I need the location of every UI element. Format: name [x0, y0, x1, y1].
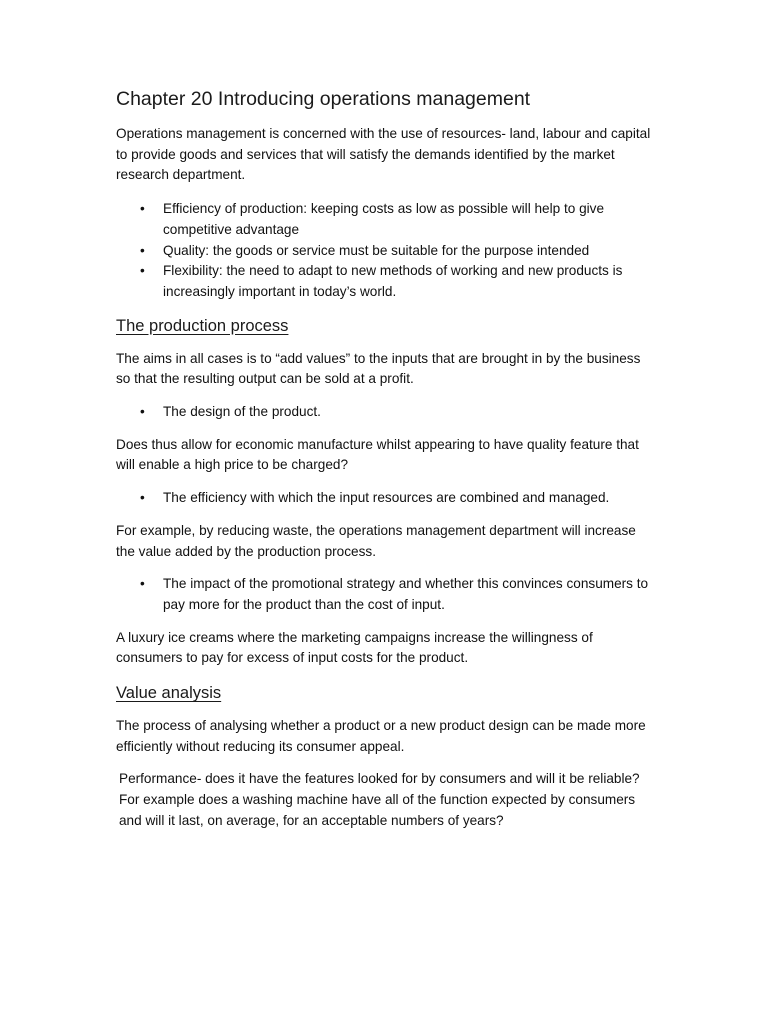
bullet-text: Quality: the goods or service must be suitable for the purpose intended — [163, 242, 590, 258]
promotion-paragraph: A luxury ice creams where the marketing campaigns increase the willingness of consumers to pay for excess of input costs for the product. — [116, 629, 593, 666]
design-paragraph: Does thus allow for economic manufacture whilst appearing to have quality feature that will enable a high price to be charged? — [116, 436, 639, 473]
list-item — [116, 241, 656, 262]
bullet-text: Flexibility: the need to adapt to new methods of working and new products is increasingly important in today’s world. — [163, 263, 623, 299]
section-heading-production: The production process — [116, 316, 289, 335]
bullet-text: The impact of the promotional strategy and whether this convinces consumers to pay more for the product than the cost of input. — [163, 576, 649, 612]
bullet-icon: • — [140, 490, 145, 506]
section-heading-value-analysis: Value analysis — [116, 684, 222, 703]
intro-bullet-list — [116, 199, 656, 303]
bullet-text: The efficiency with which the input resources are combined and managed. — [163, 490, 610, 506]
bullet-icon: • — [140, 242, 145, 258]
bullet-icon: • — [140, 404, 145, 420]
bullet-icon: • — [140, 576, 145, 592]
list-item — [116, 261, 656, 302]
efficiency-bullet-list — [116, 488, 656, 509]
promotion-bullet-list — [116, 574, 656, 615]
list-item — [116, 488, 656, 509]
value-analysis-definition: The process of analysing whether a product or a new product design can be made more efficiently without reducing its consumer appeal. — [116, 718, 646, 754]
performance-paragraph: Performance- does it have the features looked for by consumers and will it be reliable? For example does a washing machine have all of the function expected by consumers and will it last, on average, for an acceptable numbers of years? — [119, 771, 640, 828]
efficiency-paragraph: For example, by reducing waste, the operations management department will increase the value added by the production process. — [116, 522, 636, 559]
list-item — [116, 574, 656, 615]
design-bullet-list — [116, 402, 656, 423]
document-page — [116, 84, 656, 832]
intro-paragraph: Operations management is concerned with the use of resources- land, labour and capital to provide goods and services that will satisfy the demands identified by the market research department. — [116, 126, 651, 183]
bullet-icon: • — [140, 263, 145, 279]
list-item — [116, 402, 656, 423]
production-aims-paragraph: The aims in all cases is to “add values” to the inputs that are brought in by the business so that the resulting output can be sold at a profit. — [116, 350, 641, 387]
bullet-text: The design of the product. — [163, 404, 321, 420]
list-item — [116, 199, 656, 240]
bullet-text: Efficiency of production: keeping costs as low as possible will help to give competitive advantage — [163, 201, 605, 237]
page-title: Chapter 20 Introducing operations management — [116, 88, 531, 110]
bullet-icon: • — [140, 201, 145, 217]
